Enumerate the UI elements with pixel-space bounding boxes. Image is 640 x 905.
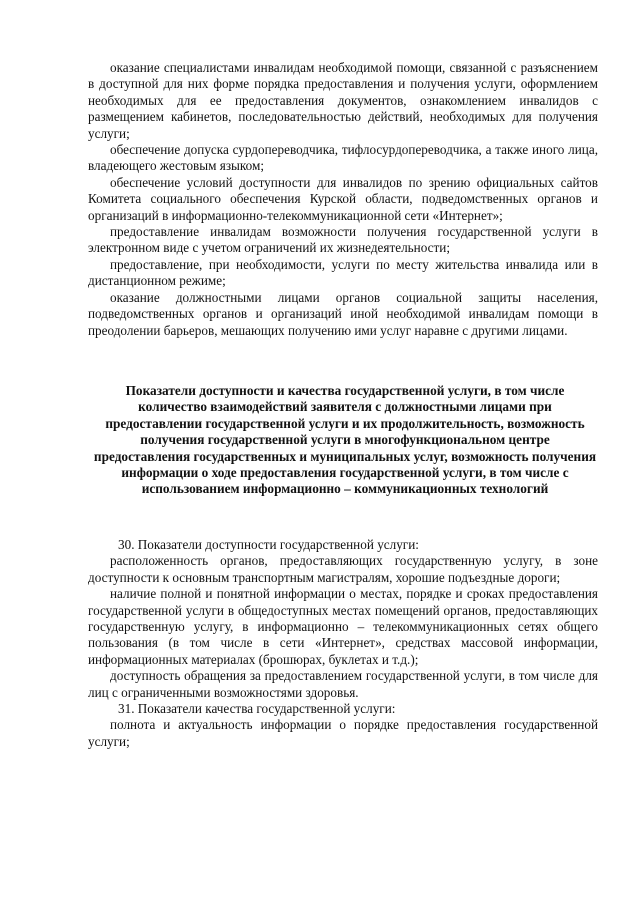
paragraph: наличие полной и понятной информации о местах, порядке и сроках предоставления государственной услуги в общедоступных местах помещений органов, предоставляющих государственную услугу, в информационно – телекоммуникационных сетях общего пользования (в том числе в сети «Интернет», средствах массовой информации, информационных материалах (брошюрах, буклетах и т.д.); [88, 586, 598, 667]
section-heading [92, 383, 598, 498]
section-heading-text: Показатели доступности и качества государственной услуги, в том числе количество взаимодействий заявителя с должностными лицами при предоставлении государственной услуги и их продолжительность, возможность получения государственной услуги в многофункциональном центре предоставления государственных и муниципальных услуг, возможность получения информации о ходе предоставления государственной услуги, в том числе с использованием информационно – коммуникационных технологий [93, 383, 597, 497]
paragraph: оказание должностными лицами органов социальной защиты населения, подведомственных органов и организаций иной необходимой инвалидам помощи в преодолении барьеров, мешающих получению ими услуг наравне с другими лицами. [88, 289, 598, 338]
clause-31-title: 31. Показатели качества государственной услуги: [118, 701, 396, 717]
paragraph: оказание специалистами инвалидам необходимой помощи, связанной с разъяснением в доступной для них форме порядка предоставления и получения услуги, оформлением необходимых для ее предоставления документов, ознакомлением инвалидов с размещением кабинетов, последовательностью действий, необходимых для получения услуги; [88, 60, 598, 141]
accessibility-measures-list [88, 60, 598, 339]
clause-30-title: 30. Показатели доступности государственной услуги: [118, 537, 419, 552]
paragraph: обеспечение условий доступности для инвалидов по зрению официальных сайтов Комитета социального обеспечения Курской области, подведомственных органов и организаций в информационно-телекоммуникационной сети «Интернет»; [88, 174, 598, 223]
paragraph: обеспечение допуска сурдопереводчика, тифлосурдопереводчика, а также иного лица, владеющего жестовым языком; [88, 142, 598, 174]
paragraph: расположенность органов, предоставляющих государственную услугу, в зоне доступности к основным транспортным магистралям, хорошие подъездные дороги; [88, 553, 598, 585]
paragraph: предоставление инвалидам возможности получения государственной услуги в электронном виде с учетом ограничений их жизнедеятельности; [88, 224, 598, 256]
indicators-section [88, 537, 598, 750]
paragraph: предоставление, при необходимости, услуги по месту жительства инвалида или в дистанционном режиме; [88, 256, 598, 289]
paragraph: доступность обращения за предоставлением государственной услуги, в том числе для лиц с ограниченными возможностями здоровья. [88, 668, 598, 700]
paragraph: полнота и актуальность информации о порядке предоставления государственной услуги; [88, 717, 598, 749]
